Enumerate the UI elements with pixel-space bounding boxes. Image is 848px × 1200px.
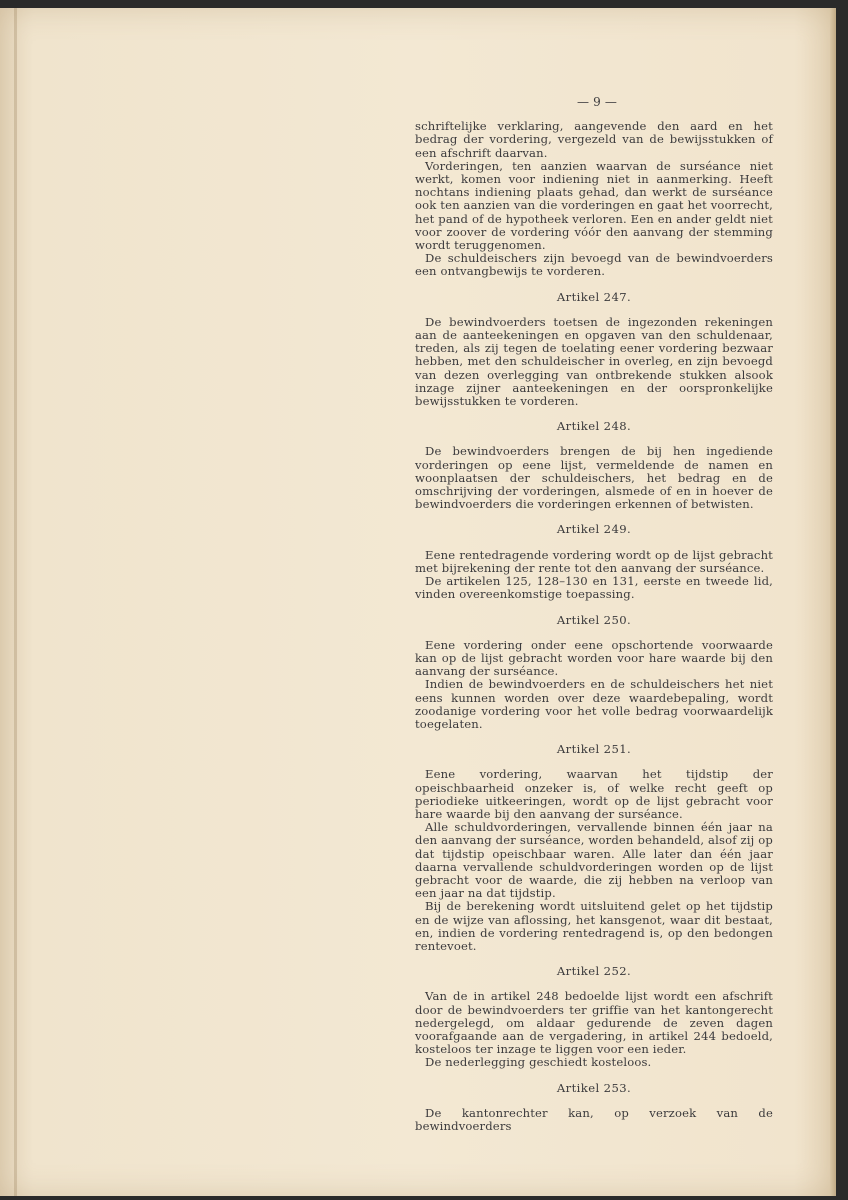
paragraph: De artikelen 125, 128–130 en 131, eerste en tweede lid, vinden overeenkomstige toepassing.	[415, 574, 773, 602]
paragraph: De kantonrechter kan, op verzoek van de bewindvoerders	[415, 1105, 773, 1133]
document-page	[0, 8, 836, 1196]
article-heading: Artikel 253.	[556, 1080, 632, 1095]
text-column	[415, 96, 773, 1133]
article-heading: Artikel 251.	[556, 742, 632, 757]
paragraph: Bij de berekening wordt uitsluitend gelet op het tijdstip en de wijze van aflossing, het kansgenot, waar dit bestaat, en, indien de vordering rentedragend is, op den bedongen rentevoet.	[415, 899, 773, 953]
article-heading: Artikel 250.	[556, 612, 632, 627]
article-heading: Artikel 247.	[556, 289, 632, 304]
paragraph: Eene rentedragende vordering wordt op de lijst gebracht met bijrekening der rente tot den aanvang der surséance.	[415, 547, 773, 575]
page-number: — 9 —	[576, 95, 617, 109]
page-fold-edge	[14, 8, 17, 1196]
article-heading: Artikel 249.	[556, 522, 632, 537]
paragraph: Van de in artikel 248 bedoelde lijst wordt een afschrift door de bewindvoerders ter griffie van het kantongerecht nedergelegd, om aldaar gedurende de zeven dagen voorafgaande aan de vergadering, in artikel 244 bedoeld, kosteloos ter inzage te liggen voor een ieder.	[415, 989, 773, 1057]
paragraph: De nederlegging geschiedt kosteloos.	[425, 1055, 652, 1070]
paragraph: De schuldeischers zijn bevoegd van de bewindvoerders een ontvangbewijs te vorderen.	[415, 251, 773, 279]
article-text	[415, 120, 773, 1133]
paragraph: De bewindvoerders brengen de bij hen ingediende vorderingen op eene lijst, vermeldende de namen en woonplaatsen der schuldeischers, het bedrag en de omschrijving der vorderingen, alsmede of en in hoever de bewindvoerders die vorderingen erkennen of betwisten.	[415, 444, 773, 512]
paragraph: Vorderingen, ten aanzien waarvan de surséance niet werkt, komen voor indiening niet in aanmerking. Heeft nochtans indiening plaats gehad, dan werkt de surséance ook ten aanzien van die vorderingen en gaat het voorrecht, het pand of de hypotheek verloren. Een en ander geldt niet voor zoover de vordering vóór den aanvang der stemming wordt teruggenomen.	[415, 158, 773, 253]
paragraph: Indien de bewindvoerders en de schuldeischers het niet eens kunnen worden over deze waardebepaling, wordt zoodanige vordering voor het volle bedrag voorwaardelijk toegelaten.	[415, 677, 773, 731]
paragraph: De bewindvoerders toetsen de ingezonden rekeningen aan de aanteekeningen en opgaven van den schuldenaar, treden, als zij tegen de toelating eener vordering bezwaar hebben, met den schuldeischer in overleg, en zijn bevoegd van dezen overlegging van ontbrekende stukken alsook inzage zijner aanteekeningen en der oorspronkelijke bewijsstukken te vorderen.	[415, 314, 773, 409]
paragraph: Eene vordering, waarvan het tijdstip der opeischbaarheid onzeker is, of welke recht geeft op periodieke uitkeeringen, wordt op de lijst gebracht voor hare waarde bij den aanvang der surséance.	[415, 767, 773, 821]
article-heading: Artikel 252.	[556, 964, 632, 979]
paragraph: schriftelijke verklaring, aangevende den aard en het bedrag der vordering, vergezeld van de bewijsstukken of een afschrift daarvan.	[415, 119, 773, 160]
article-heading: Artikel 248.	[556, 419, 632, 434]
page-right-edge	[830, 8, 836, 1196]
paragraph: Alle schuldvorderingen, vervallende binnen één jaar na den aanvang der surséance, worden behandeld, alsof zij op dat tijdstip opeischbaar waren. Alle later dan één jaar daarna vervallende schuldvorderingen worden op de lijst gebracht voor de waarde, die zij hebben na verloop van een jaar na dat tijdstip.	[415, 820, 773, 901]
paragraph: Eene vordering onder eene opschortende voorwaarde kan op de lijst gebracht worden voor hare waarde bij den aanvang der surséance.	[415, 637, 773, 679]
